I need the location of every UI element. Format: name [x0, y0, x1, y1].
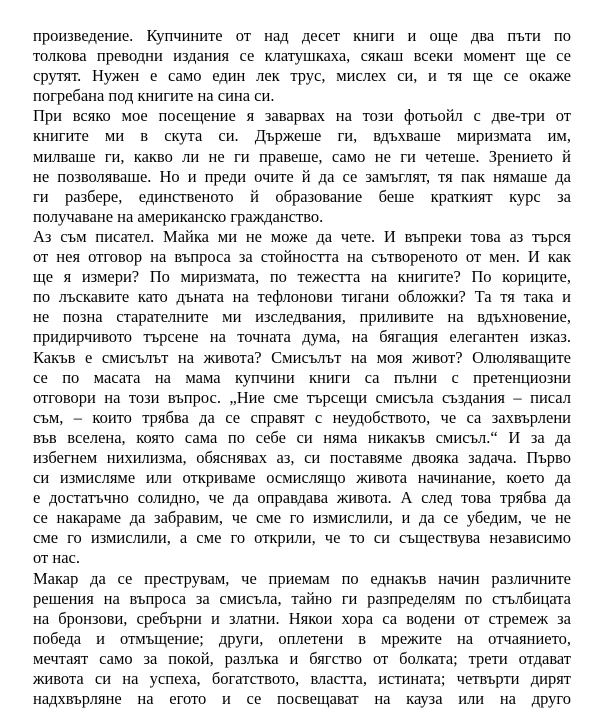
text-line: съм, – които трябва да се справят с неудобството, че са захвърлени	[33, 407, 571, 427]
text-line: е достатъчно солидно, че да оправдава живота. А след това трябва да	[33, 488, 571, 508]
text-line: живота си на успеха, богатството, властта, истината; четвърти дирят	[33, 669, 571, 688]
text-line: се накараме да забравим, че сме го измислили, и да се убедим, че не	[33, 508, 571, 528]
text-line: ги разбере, единственото й образование беше краткият курс за	[33, 186, 571, 206]
paragraph-3	[33, 227, 571, 569]
text-line: произведение. Купчините от над десет книги и още два пъти по	[33, 26, 571, 45]
text-line: решения на въпроса за смисъла, тайно ги разпределям по стълбицата	[33, 588, 571, 608]
text-line: мечтаят само за покой, разлъка и бягство от болката; трети отдават	[33, 648, 571, 668]
text-line: придирчивото търсене на точната дума, на бягащия елегантен изказ.	[33, 327, 571, 347]
text-line: Аз съм писател. Майка ми не може да чете. И въпреки това аз търся	[33, 226, 571, 246]
text-line: сме го измислили, а сме го открили, че то си съществува независимо	[33, 528, 571, 548]
text-line: получаване на американско гражданство.	[33, 206, 324, 226]
text-line: от нас.	[33, 548, 80, 568]
text-line: във вселена, която сама по себе си няма никакъв смисъл.“ И за да	[33, 427, 571, 447]
document-page	[33, 26, 571, 709]
text-line: си измисляме или откриваме осмислящо живота начинание, което да	[33, 468, 571, 488]
text-line: надхвърляне на егото и се посвещават на кауза или на друго	[33, 689, 571, 709]
text-line: срутят. Нужен е само един лек трус, мислех си, и тя ще се окаже	[33, 66, 571, 86]
text-line: победа и отмъщение; други, оплетени в мрежите на отчаянието,	[33, 628, 571, 648]
paragraph-2	[33, 106, 571, 227]
text-line: не позволяваше. Но и преди очите й да се замъглят, тя пак нямаше да	[33, 166, 571, 186]
text-line: милваше ги, какво ли не ги правеше, само не ги четеше. Зрението й	[33, 146, 571, 166]
text-line: на бронзови, сребърни и златни. Някои хора са водени от стремеж за	[33, 608, 571, 628]
text-line: отговори на този въпрос. „Ние сме търсещи смисъла създания – писал	[33, 387, 571, 407]
text-line: Какъв е смисълът на живота? Смисълът на моя живот? Олюляващите	[33, 347, 571, 367]
text-line: При всяко мое посещение я заварвах на този фотьойл с две-три от	[33, 106, 571, 126]
text-line: от нея отговор на въпроса за стойността на сътвореното от мен. И как	[33, 247, 571, 267]
paragraph-4	[33, 569, 571, 710]
text-line: не позна старателните ми изследвания, приливите на вдъхновение,	[33, 307, 571, 327]
text-line: по лъскавите като дъната на тефлонови тигани обложки? Та тя така и	[33, 287, 571, 307]
text-line: избегнем нихилизма, обяснявах аз, си поставяме двояка задача. Първо	[33, 447, 571, 467]
text-line: ще я измери? По миризмата, по тежестта на книгите? По кориците,	[33, 267, 571, 287]
text-line: погребана под книгите на сина си.	[33, 86, 275, 106]
text-line: книгите ми в скута си. Държеше ги, вдъхваше миризмата им,	[33, 126, 571, 146]
text-line: Макар да се преструвам, че приемам по еднакъв начин различните	[33, 568, 571, 588]
paragraph-1	[33, 26, 571, 106]
text-line: се по масата на мама купчини книги са пълни с претенциозни	[33, 367, 571, 387]
text-line: толкова преводни издания се клатушкаха, сякаш всеки момент ще се	[33, 46, 571, 66]
